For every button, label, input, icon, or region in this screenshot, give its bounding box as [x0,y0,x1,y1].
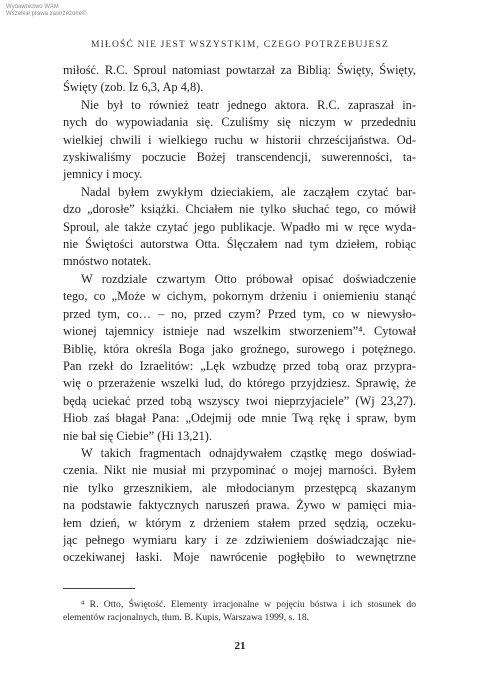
body-text [63,62,416,567]
text-line: przed tym, co… – no, przed czym? Przed tym, co w niewysło- [63,306,416,321]
text-line: Pan rzekł do Izraelitów: „Lęk wzbudzę przed tobą oraz przypra- [63,358,416,373]
paragraph [63,97,416,184]
text-line: miłość. R.C. Sproul natomiast powtarzał za Biblią: Święty, Święty, [63,63,416,77]
text-line: nie tylko grzesznikiem, ale młodocianym przestępcą skazanym [63,480,416,495]
paragraph [63,271,416,445]
text-line: tego, co „Może w cichym, pokornym drżeniu i oniemieniu stanąć [63,289,416,304]
paragraph [63,62,416,97]
watermark-copyright: Wszelkie prawa zastrzeżone© [6,11,87,17]
text-line: wię o przerażenie wszelki lud, do którego przyjdziesz. Sprawię, że [63,376,416,391]
text-line: nie Świętości autorstwa Otta. Ślęczałem nad tym dziełem, robiąc [63,237,416,252]
text-line: oczekiwanej łaski. Moje nawrócenie pogłębiło to wewnętrzne [63,550,416,565]
text-line: Święty (zob. Iz 6,3, Ap 4,8). [63,80,204,95]
text-line: nie bał się Ciebie” (Hi 13,21). [63,428,212,443]
text-line: Nie był to również teatr jednego aktora. R.C. zapraszał in- [81,97,416,112]
watermark [6,4,86,18]
text-line: zyskiwaliśmy poczucie Bożej transcendencji, suwerenności, ta- [63,150,416,165]
text-line: Sproul, ale także czytać jego publikacje. Wpadło mi w ręce wyda- [63,219,416,234]
footnote-line: elementów racjonalnych, tłum. B. Kupis, Warszawa 1999, s. 18. [63,612,310,623]
running-head: MIŁOŚĆ NIE JEST WSZYSTKIM, CZEGO POTRZEBUJESZ [90,40,390,50]
text-line: nych do wypowiadania się. Czuliśmy się niczym w przededniu [63,115,416,130]
text-line: wielkiej chwili i wielkiego ruchu w historii chrześcijaństwa. Od- [63,132,416,147]
footnote [63,598,416,624]
paragraph [63,445,416,567]
text-line: Nadal byłem zwykłym dzieciakiem, ale zacząłem czytać bar- [81,184,416,199]
text-line: mnóstwo notatek. [63,254,152,269]
text-line: W takich fragmentach odnajdywałem cząstkę mego doświad- [81,445,416,460]
text-line: Hiob zaś błagał Pana: „Odejmij ode mnie Twą rękę i spraw, bym [63,411,416,426]
watermark-publisher: Wydawnictwo WAM [6,4,59,10]
text-line: jemnicy i mocy. [63,167,143,182]
text-line: dzo „dorosłe” książki. Chciałem nie tylko słuchać tego, co mówił [63,202,416,217]
footnote-line: ⁴ R. Otto, Świętość. Elementy irracjonalne w pojęciu bóstwa i ich stosunek do [81,599,416,610]
page-number: 21 [234,640,246,652]
text-line: jąc pełnego wymiaru kary i ze zdziwieniem doświadczając nie- [63,532,416,547]
text-line: będą uciekać przed tobą wszyscy twoi nieprzyjaciele” (Wj 23,27). [63,393,416,408]
text-line: wionej tajemnicy istnieje nad wszelkim stworzeniem”⁴. Cytował [63,324,416,339]
text-line: Biblię, która określa Boga jako groźnego, surowego i potężnego. [63,341,416,356]
text-line: W rozdziale czwartym Otto próbował opisać doświadczenie [81,271,416,286]
text-line: łem dzień, w którym z drżeniem stałem przed sędzią, oczeku- [63,515,416,530]
footnote-rule [63,588,135,589]
text-line: czenia. Nikt nie musiał mi przypominać o mojej marności. Byłem [63,463,416,478]
text-line: na podstawie faktycznych naruszeń prawa. Żywo w pamięci mia- [63,498,416,513]
paragraph [63,184,416,271]
